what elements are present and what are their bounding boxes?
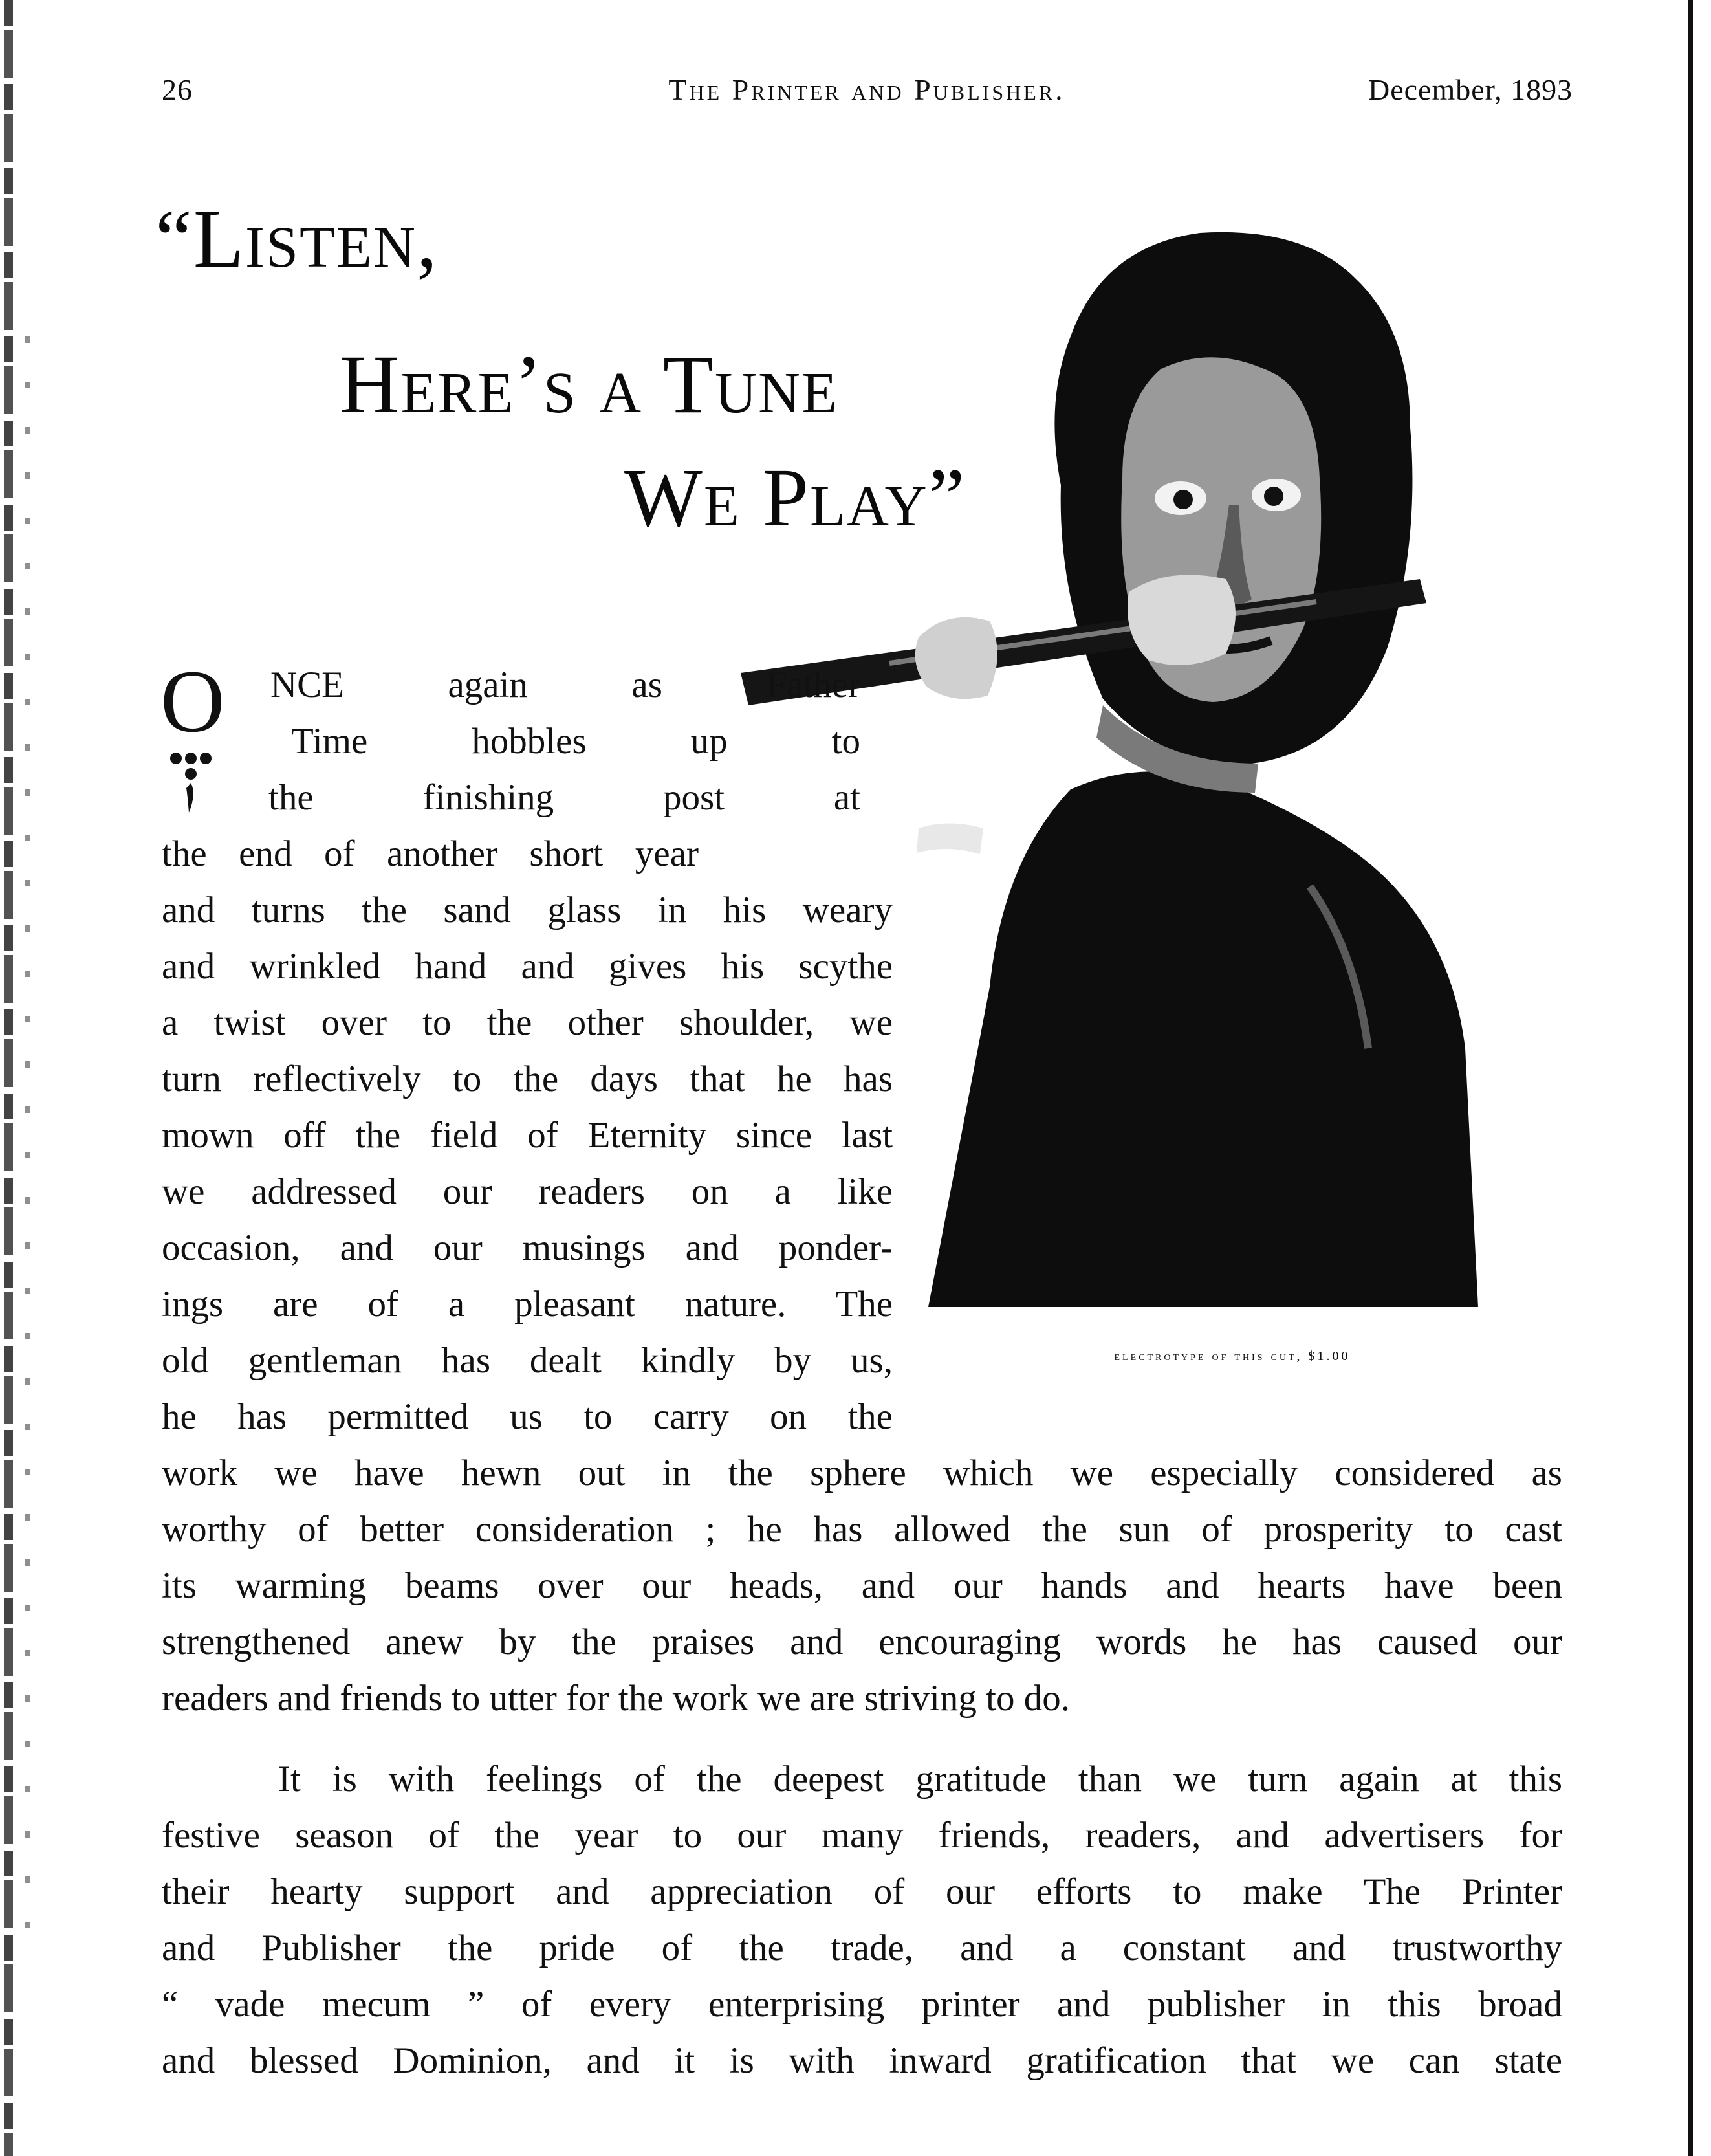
article-line: and Publisher the pride of the trade, and a constant and trustworthy <box>162 1928 1562 1968</box>
article-line: turn reflectively to the days that he has <box>162 1059 893 1099</box>
headline-line-3: We Play” <box>624 452 966 544</box>
scan-edge-marks <box>25 336 30 1954</box>
article-line: mown off the field of Eternity since last <box>162 1115 893 1156</box>
article-line: we addressed our readers on a like <box>162 1171 893 1212</box>
drop-cap: O <box>160 652 225 751</box>
article-line: and wrinkled hand and gives his scythe <box>162 946 893 987</box>
illustration-caption: electrotype of this cut, $1.00 <box>1114 1349 1351 1363</box>
scan-edge-right <box>1688 0 1693 2156</box>
issue-date: December, 1893 <box>1368 73 1573 106</box>
article-line: the finishing post at <box>268 777 860 818</box>
article-line: its warming beams over our heads, and our hands and hearts have been <box>162 1565 1562 1606</box>
headline-line-1: “Listen, <box>155 193 439 285</box>
article-line: worthy of better consideration ; he has allowed the sun of prosperity to cast <box>162 1509 1562 1550</box>
article-line: strengthened anew by the praises and encouraging words he has caused our <box>162 1622 1562 1662</box>
article-line: festive season of the year to our many friends, readers, and advertisers for <box>162 1815 1562 1856</box>
right-hand <box>1128 575 1236 665</box>
article-line: he has permitted us to carry on the <box>162 1396 893 1437</box>
article-line: work we have hewn out in the sphere which we especially considered as <box>162 1453 1562 1493</box>
page-number: 26 <box>162 73 193 106</box>
article-line: readers and friends to utter for the work we are striving to do. <box>162 1678 1070 1719</box>
article-line: It is with feelings of the deepest gratitude than we turn again at this <box>278 1759 1562 1799</box>
article-line: old gentleman has dealt kindly by us, <box>162 1340 893 1381</box>
article-line: occasion, and our musings and ponder- <box>162 1227 893 1268</box>
article-line: and blessed Dominion, and it is with inward gratification that we can state <box>162 2040 1562 2081</box>
article-body <box>160 652 1562 2089</box>
article-line: a twist over to the other shoulder, we <box>162 1002 893 1043</box>
article-line: “ vade mecum ” of every enterprising printer and publisher in this broad <box>162 1984 1562 2025</box>
article-line: their hearty support and appreciation of our efforts to make The Printer <box>162 1871 1562 1912</box>
article-line: and turns the sand glass in his weary <box>162 890 893 930</box>
journal-title: The Printer and Publisher. <box>668 73 1065 106</box>
article-line: the end of another short year <box>162 833 699 874</box>
headline-line-2: Here’s a Tune <box>340 338 838 430</box>
article-line: ings are of a pleasant nature. The <box>162 1284 893 1325</box>
article-line: Time hobbles up to <box>291 721 860 762</box>
scan-edge-left <box>4 0 13 2156</box>
article-line: NCE again as Father <box>270 665 860 705</box>
